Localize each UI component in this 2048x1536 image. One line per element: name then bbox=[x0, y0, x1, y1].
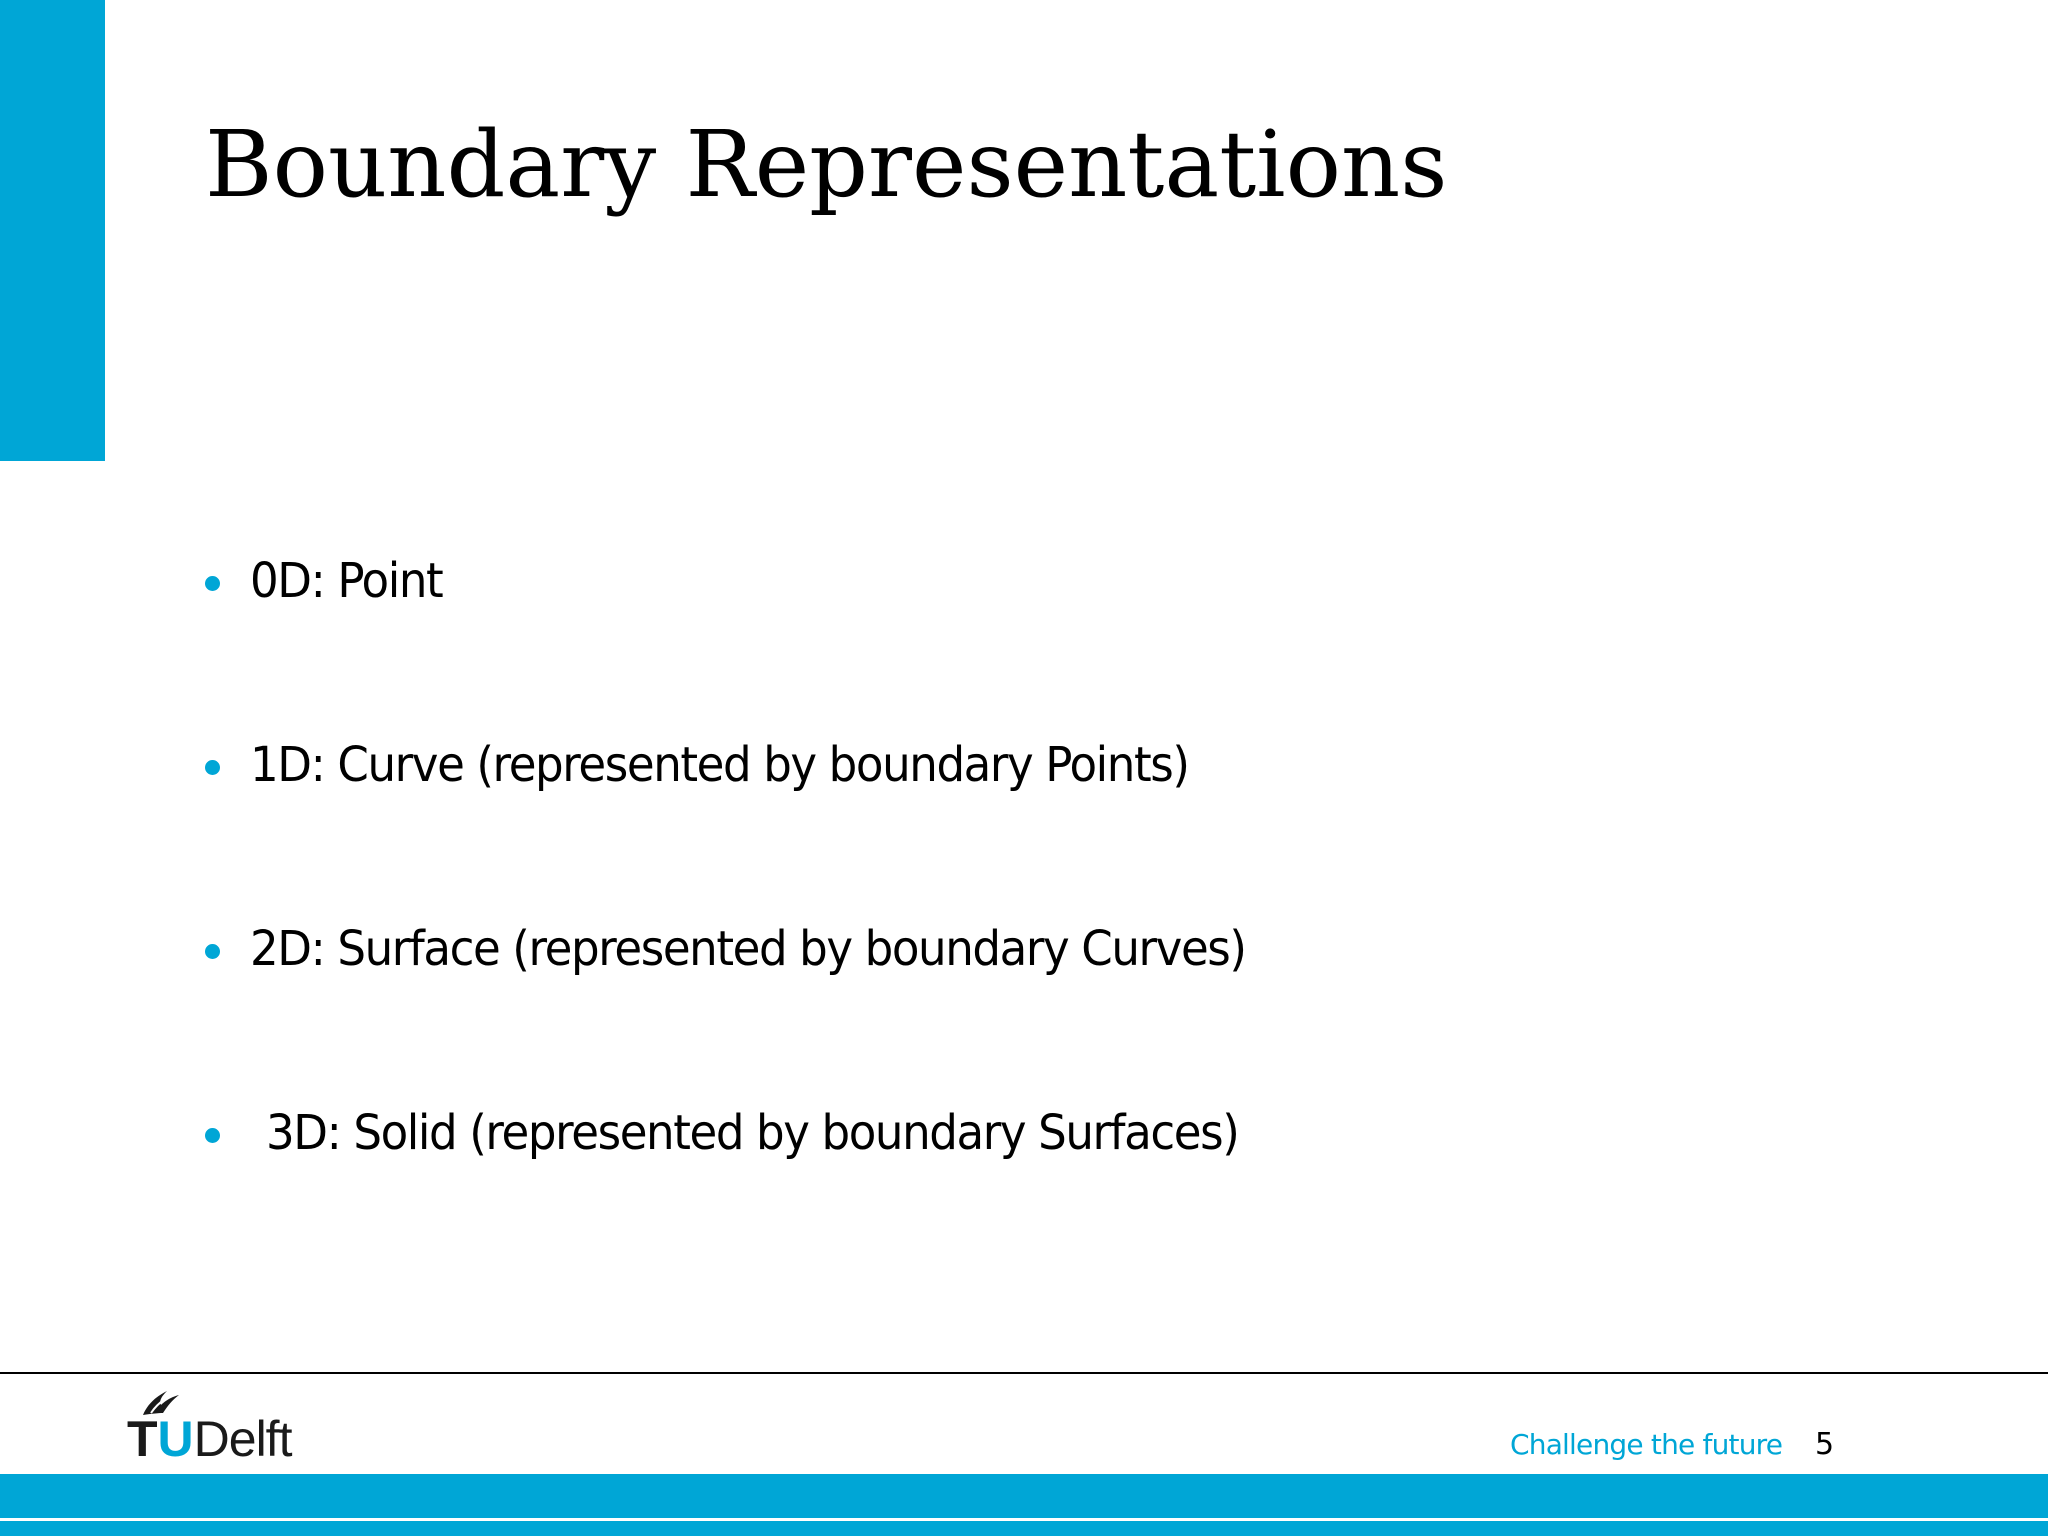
list-item bbox=[205, 535, 1309, 719]
tagline: Challenge the future bbox=[1510, 1428, 1783, 1461]
bullet-text: 2D: Surface (represented by boundary Curves) bbox=[250, 921, 1246, 977]
list-item bbox=[205, 719, 1309, 903]
bullet-text: 0D: Point bbox=[250, 553, 443, 609]
bullet-text: 1D: Curve (represented by boundary Points) bbox=[250, 737, 1189, 793]
logo-word-delft: Delft bbox=[193, 1411, 292, 1467]
bullet-dot-icon bbox=[205, 1128, 220, 1143]
bullet-list bbox=[205, 535, 1309, 1271]
logo-wordmark bbox=[127, 1409, 291, 1469]
bullet-dot-icon bbox=[205, 576, 220, 591]
logo-letter-u: U bbox=[157, 1411, 194, 1467]
list-item bbox=[205, 903, 1309, 1087]
bullet-text: 3D: Solid (represented by boundary Surfaces) bbox=[266, 1105, 1239, 1161]
page-number: 5 bbox=[1815, 1427, 1835, 1462]
bullet-dot-icon bbox=[205, 760, 220, 775]
footer-divider bbox=[0, 1372, 2048, 1374]
logo-letter-t: T bbox=[127, 1411, 158, 1467]
slide-title: Boundary Representations bbox=[205, 111, 1448, 218]
list-item bbox=[205, 1087, 1309, 1271]
footer-stripe bbox=[0, 1521, 2048, 1536]
bullet-dot-icon bbox=[205, 944, 220, 959]
footer-band bbox=[0, 1474, 2048, 1518]
accent-bar bbox=[0, 0, 105, 461]
tu-delft-logo bbox=[127, 1383, 337, 1467]
